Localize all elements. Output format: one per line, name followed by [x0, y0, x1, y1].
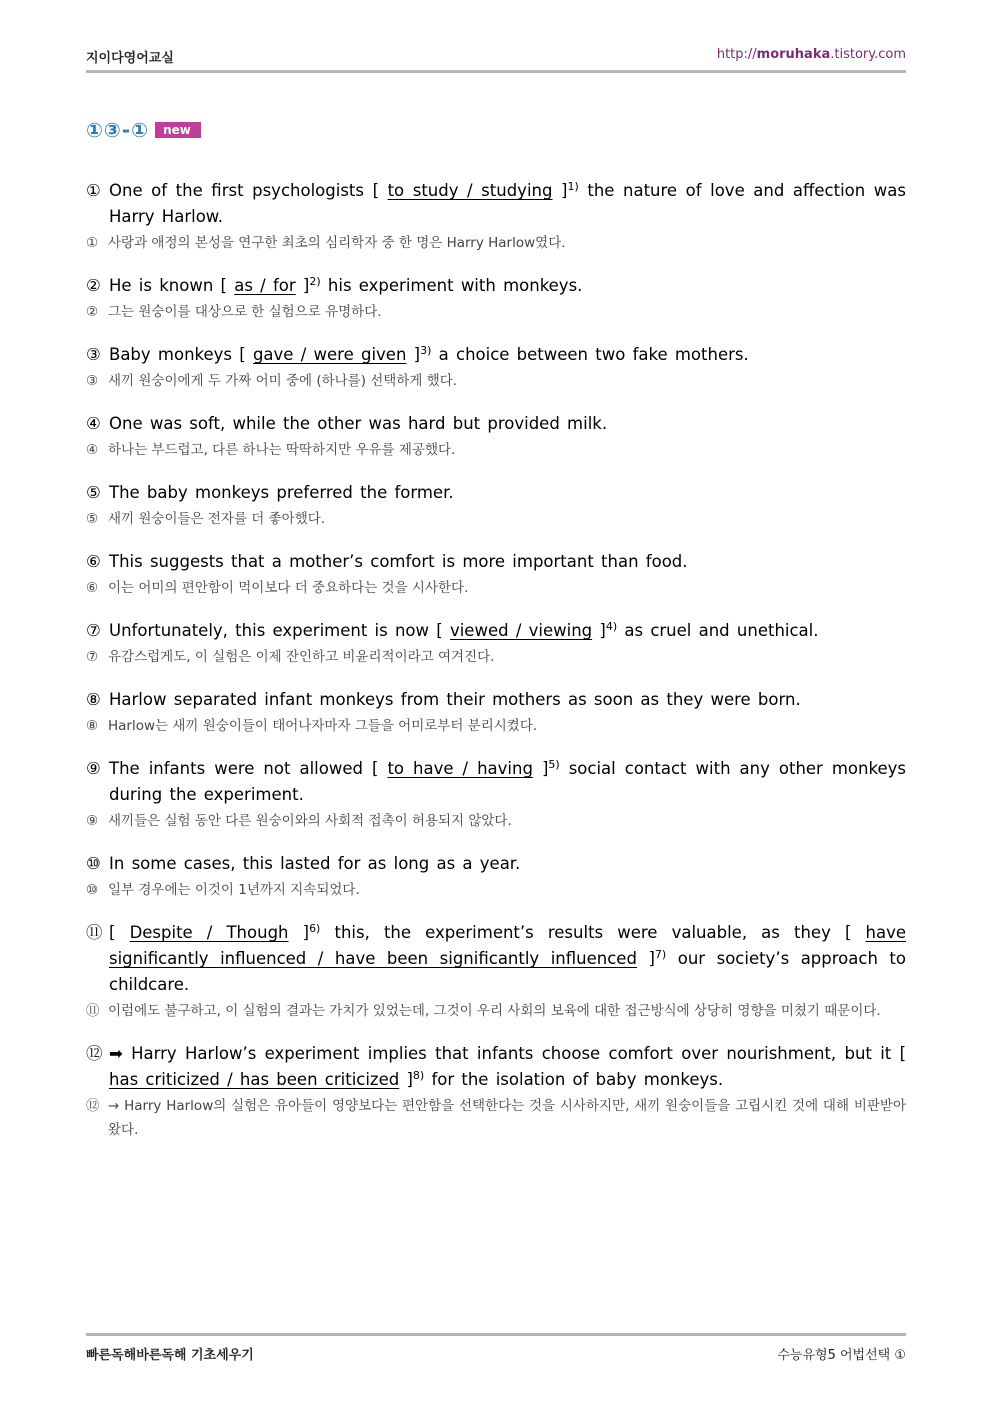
sentence-number: ⑤: [86, 483, 101, 502]
question-list: [86, 178, 906, 1160]
footer-unit-label: 수능유형5 어법선택 ①: [777, 1348, 906, 1363]
page-header: [86, 44, 906, 70]
sentence-text: [: [220, 276, 235, 295]
english-sentence: [86, 480, 906, 506]
english-sentence: [86, 549, 906, 575]
blank-number: 1): [567, 180, 579, 193]
sentence-text: Harlow separated infant monkeys from their mothers as soon as they were born.: [109, 690, 801, 709]
sentence-text: for the isolation of baby monkeys.: [424, 1070, 724, 1089]
sentence-text: ]: [399, 1070, 413, 1089]
blank-number: 5): [548, 758, 560, 771]
grammar-choice[interactable]: to have / having: [387, 759, 533, 778]
translation-text: 일부 경우에는 이것이 1년까지 지속되었다.: [108, 882, 360, 898]
english-sentence: [86, 618, 906, 644]
translation-number: ⑨: [86, 813, 99, 829]
section-number: ①③-①: [86, 118, 150, 142]
grammar-choice[interactable]: to study / studying: [387, 181, 553, 200]
sentence-text: The baby monkeys preferred the former.: [109, 483, 454, 502]
blank-number: 6): [309, 922, 321, 935]
sentence-number: ⑩: [86, 854, 101, 873]
header-divider: [86, 70, 906, 73]
korean-translation: [86, 999, 906, 1023]
translation-number: ⑤: [86, 511, 99, 527]
sentence-item: [86, 273, 906, 324]
translation-number: ⑩: [86, 882, 99, 898]
sentence-text: [: [239, 345, 253, 364]
page-footer: [86, 1344, 906, 1366]
sentence-number: ⑧: [86, 690, 101, 709]
sentence-text: ]: [295, 276, 310, 295]
sentence-text: ]: [532, 759, 549, 778]
korean-translation: [86, 576, 906, 600]
footer-book-title: 빠른독해바른독해 기초세우기: [86, 1348, 254, 1363]
english-sentence: [86, 851, 906, 877]
sentence-item: [86, 1041, 906, 1142]
korean-translation: [86, 300, 906, 324]
translation-number: ③: [86, 373, 99, 389]
sentence-item: [86, 480, 906, 531]
grammar-choice[interactable]: has criticized / has been criticized: [109, 1070, 400, 1089]
english-sentence: [86, 178, 906, 230]
english-sentence: [86, 411, 906, 437]
translation-text: 새끼 원숭이에게 두 가짜 어미 중에 (하나를) 선택하게 했다.: [108, 373, 458, 389]
translation-text: 하나는 부드럽고, 다른 하나는 딱딱하지만 우유를 제공했다.: [108, 442, 456, 458]
sentence-text: his experiment with monkeys.: [320, 276, 583, 295]
sentence-number: ②: [86, 276, 101, 295]
grammar-choice[interactable]: Despite / Though: [129, 923, 289, 942]
grammar-choice[interactable]: gave / were given: [252, 345, 407, 364]
sentence-text: One was soft, while the other was hard but provided milk.: [109, 414, 608, 433]
new-badge: new: [155, 122, 201, 138]
sentence-text: [: [109, 923, 130, 942]
sentence-text: ]: [288, 923, 310, 942]
sentence-item: [86, 851, 906, 902]
translation-text: 이는 어미의 편안함이 먹이보다 더 중요하다는 것을 시사한다.: [108, 580, 469, 596]
sentence-text: [: [372, 181, 388, 200]
sentence-item: [86, 178, 906, 255]
sentence-text: our society’s approach to childcare.: [109, 949, 906, 994]
translation-text: 새끼들은 실험 동안 다른 원숭이와의 사회적 접촉이 허용되지 않았다.: [108, 813, 512, 829]
sentence-text: [: [844, 923, 866, 942]
translation-number: ⑪: [86, 1003, 100, 1019]
english-sentence: [86, 687, 906, 713]
blank-number: 3): [420, 344, 432, 357]
korean-translation: [86, 645, 906, 669]
translation-text: → Harry Harlow의 실험은 유아들이 영양보다는 편안함을 선택한다는 것을 시사하지만, 새끼 원숭이들을 고립시킨 것에 대해 비판받아 왔다.: [108, 1098, 906, 1138]
sentence-text: He is known: [109, 276, 221, 295]
translation-number: ④: [86, 442, 99, 458]
translation-text: 그는 원숭이를 대상으로 한 실험으로 유명하다.: [108, 304, 382, 320]
korean-translation: [86, 1094, 906, 1142]
footer-divider: [86, 1333, 906, 1336]
translation-number: ⑧: [86, 718, 99, 734]
sentence-item: [86, 920, 906, 1023]
blank-number: 2): [309, 275, 321, 288]
sentence-text: Unfortunately, this experiment is now: [109, 621, 437, 640]
english-sentence: [86, 756, 906, 808]
korean-translation: [86, 438, 906, 462]
korean-translation: [86, 507, 906, 531]
sentence-item: [86, 687, 906, 738]
english-sentence: [86, 342, 906, 368]
section-title: [86, 118, 201, 142]
sentence-item: [86, 756, 906, 833]
sentence-text: ]: [592, 621, 606, 640]
grammar-choice[interactable]: viewed / viewing: [449, 621, 593, 640]
sentence-text: as cruel and unethical.: [617, 621, 819, 640]
sentence-number: ④: [86, 414, 101, 433]
grammar-choice[interactable]: as / for: [234, 276, 296, 295]
sentence-number: ⑨: [86, 759, 101, 778]
sentence-text: In some cases, this lasted for as long as a year.: [109, 854, 521, 873]
sentence-text: the nature of love and affection was Harry Harlow.: [109, 181, 906, 226]
korean-translation: [86, 714, 906, 738]
sentence-text: this, the experiment’s results were valuable, as they: [320, 923, 845, 942]
blank-number: 4): [605, 620, 618, 633]
korean-translation: [86, 231, 906, 255]
sentence-number: ⑦: [86, 621, 101, 640]
sentence-text: This suggests that a mother’s comfort is more important than food.: [109, 552, 688, 571]
translation-text: 사랑과 애정의 본성을 연구한 최초의 심리학자 중 한 명은 Harry Harlow였다.: [108, 235, 566, 251]
english-sentence: [86, 920, 906, 998]
translation-number: ⑦: [86, 649, 99, 665]
translation-text: 이럼에도 불구하고, 이 실험의 결과는 가치가 있었는데, 그것이 우리 사회의 보육에 대한 접근방식에 상당히 영향을 미쳤기 때문이다.: [108, 1003, 881, 1019]
sentence-number: ⑪: [86, 923, 103, 942]
korean-translation: [86, 809, 906, 833]
english-sentence: [86, 1041, 906, 1093]
sentence-number: ⑥: [86, 552, 101, 571]
sentence-number: ⑫: [86, 1044, 103, 1063]
blank-number: 8): [412, 1069, 425, 1082]
sentence-text: [: [371, 759, 388, 778]
translation-number: ②: [86, 304, 99, 320]
sentence-text: social contact with any other monkeys during the experiment.: [109, 759, 906, 804]
sentence-text: ]: [406, 345, 421, 364]
header-brand: 지이다영어교실: [86, 51, 174, 66]
sentence-text: a choice between two fake mothers.: [431, 345, 749, 364]
grammar-choice[interactable]: have significantly influenced / have been significantly influenced: [109, 923, 907, 968]
sentence-text: The infants were not allowed: [109, 759, 372, 778]
sentence-text: ]: [552, 181, 568, 200]
sentence-item: [86, 618, 906, 669]
korean-translation: [86, 369, 906, 393]
sentence-item: [86, 342, 906, 393]
header-url[interactable]: http://moruhaka.tistory.com: [716, 47, 906, 62]
sentence-text: ]: [636, 949, 655, 968]
sentence-text: [: [899, 1044, 906, 1063]
translation-text: Harlow는 새끼 원숭이들이 태어나자마자 그들을 어미로부터 분리시켰다.: [108, 718, 538, 734]
sentence-number: ③: [86, 345, 101, 364]
sentence-item: [86, 549, 906, 600]
sentence-item: [86, 411, 906, 462]
translation-text: 새끼 원숭이들은 전자를 더 좋아했다.: [108, 511, 326, 527]
sentence-text: Baby monkeys: [109, 345, 240, 364]
sentence-text: One of the first psychologists: [109, 181, 373, 200]
sentence-text: ➡ Harry Harlow’s experiment implies that infants choose comfort over nourishment, but it: [109, 1044, 900, 1063]
english-sentence: [86, 273, 906, 299]
sentence-number: ①: [86, 181, 101, 200]
sentence-text: [: [436, 621, 450, 640]
blank-number: 7): [654, 948, 667, 961]
translation-text: 유감스럽게도, 이 실험은 이제 잔인하고 비윤리적이라고 여겨진다.: [108, 649, 495, 665]
korean-translation: [86, 878, 906, 902]
translation-number: ①: [86, 235, 99, 251]
translation-number: ⑫: [86, 1098, 100, 1114]
translation-number: ⑥: [86, 580, 99, 596]
